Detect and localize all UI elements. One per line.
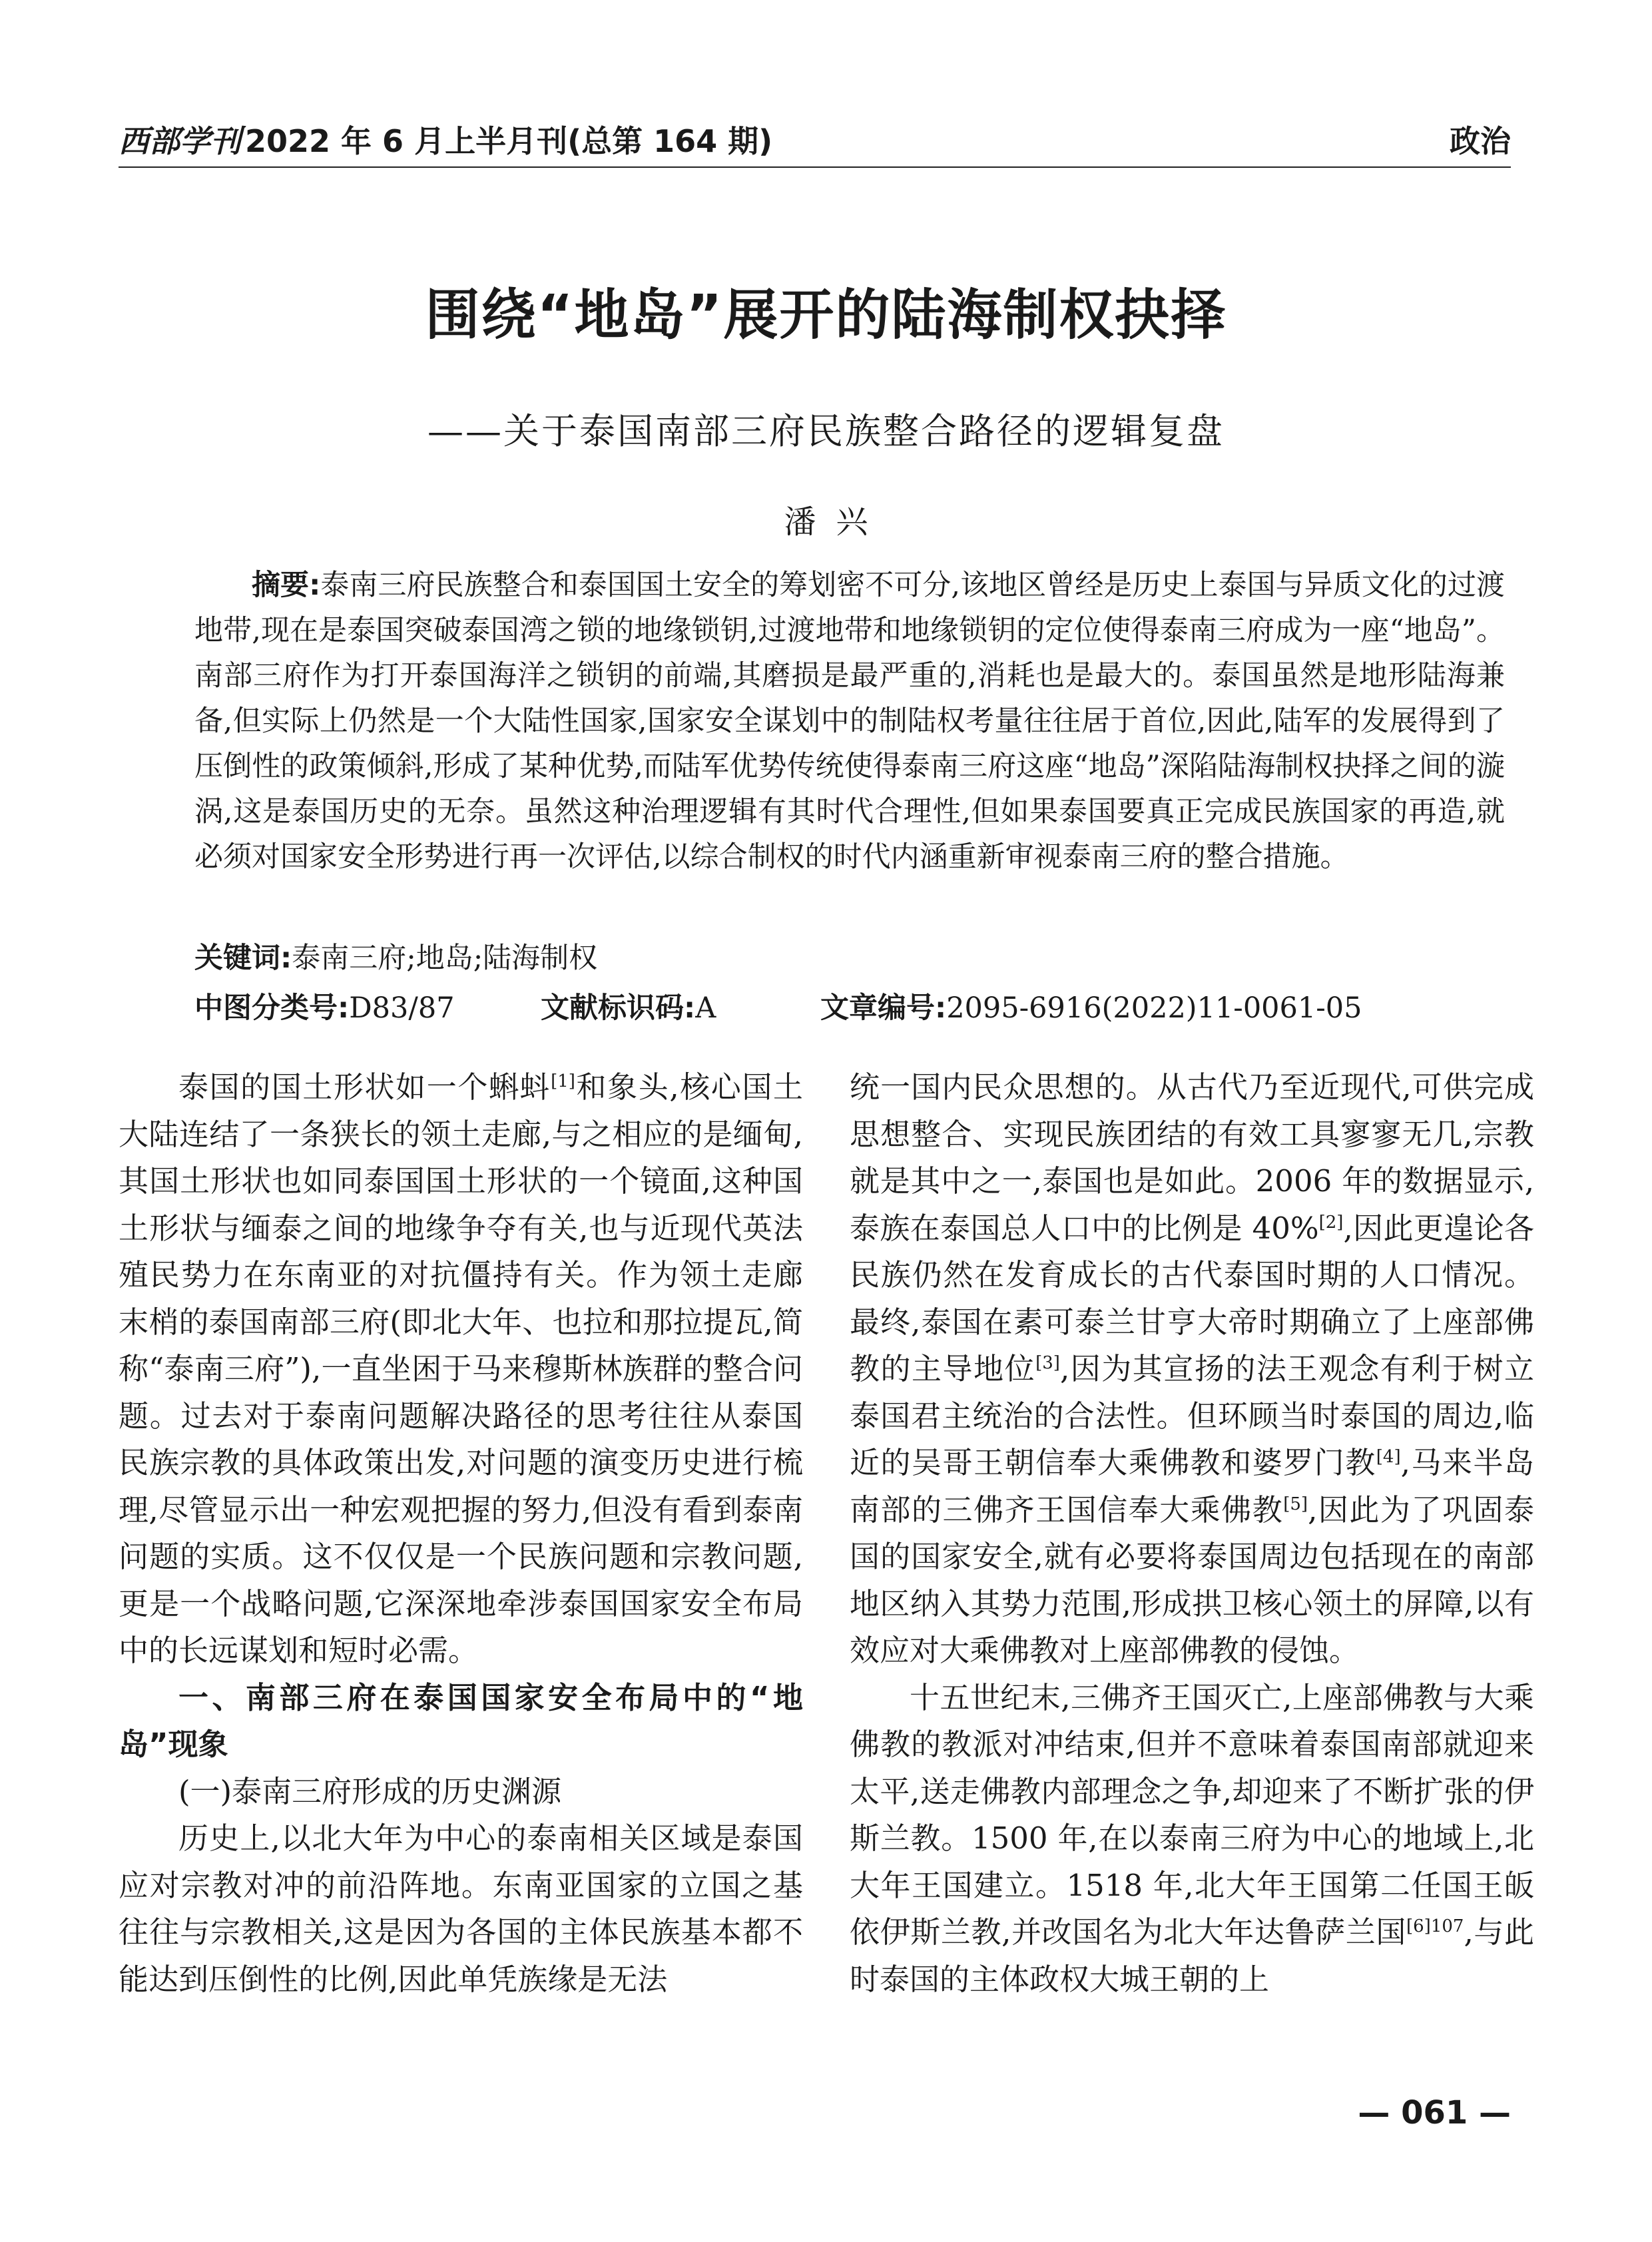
page-number: — 061 —: [1358, 2094, 1511, 2131]
article-number-label: 文章编号:: [820, 991, 947, 1025]
citation-ref: [3]: [1035, 1353, 1060, 1373]
clc-label: 中图分类号:: [194, 991, 350, 1025]
journal-logo: 西部学刊: [119, 123, 241, 159]
keywords-text: 泰南三府;地岛;陆海制权: [292, 942, 598, 975]
abstract: [194, 563, 1505, 880]
clc-value: D83/87: [349, 991, 455, 1025]
subsection-heading: (一)泰南三府形成的历史渊源: [178, 1773, 562, 1809]
classification-line: [194, 985, 1505, 1026]
citation-ref: [5]: [1283, 1494, 1308, 1514]
article-number-value: 2095-6916(2022)11-0061-05: [946, 991, 1362, 1025]
article-title: 围绕“地岛”展开的陆海制权抉择: [425, 284, 1227, 347]
journal-header: [119, 117, 772, 161]
citation-ref: [4]: [1376, 1447, 1401, 1467]
article-author: 潘兴: [784, 503, 888, 541]
abstract-label: 摘要:: [252, 569, 321, 602]
body-paragraph: 十五世纪末,三佛齐王国灭亡,上座部佛教与大乘佛教的教派对冲结束,但并不意味着泰国南部就迎来太平,送走佛教内部理念之争,却迎来了不断扩张的伊斯兰教。1500 年,在以泰南三府为中心的地域上,北大年王国建立。1518 年,北大年王国第二任国王皈依伊斯兰教,并改国名为北大年达鲁萨兰国$^{[6]107}$,与此时泰国的主体政权大城王朝的上: [850, 1679, 1534, 1997]
citation-ref: [1]: [551, 1071, 575, 1091]
section-label: 政治: [1450, 123, 1511, 159]
clc-code: [194, 985, 541, 1026]
body-paragraph: 统一国内民众思想的。从古代乃至近现代,可供完成思想整合、实现民族团结的有效工具寥寥无几,宗教就是其中之一,泰国也是如此。2006 年的数据显示,泰族在泰国总人口中的比例是 40%[2],因此更遑论各民族仍然在发育成长的古代泰国时期的人口情况。最终,泰国在素可泰兰甘亨大帝时期确立了上座部佛教的主导地位[3],因为其宣扬的法王观念有利于树立泰国君主统治的合法性。但环顾当时泰国的周边,临近的吴哥王朝信奉大乘佛教和婆罗门教[4],马来半岛南部的三佛齐王国信奉大乘佛教[5],因此为了巩固泰国的国家安全,就有必要将泰国周边包括现在的南部地区纳入其势力范围,形成拱卫核心领土的屏障,以有效应对大乘佛教对上座部佛教的侵蚀。: [850, 1069, 1534, 1668]
body-column-left: [119, 1064, 803, 2003]
doc-label: 文献标识码:: [541, 991, 696, 1025]
article-number: [820, 985, 1362, 1026]
body-paragraph: 历史上,以北大年为中心的泰南相关区域是泰国应对宗教对冲的前沿阵地。东南亚国家的立国之基往往与宗教相关,这是因为各国的主体民族基本都不能达到压倒性的比例,因此单凭族缘是无法: [119, 1821, 803, 1997]
citation-ref: [6]107: [1406, 1916, 1464, 1936]
keywords-label: 关键词:: [194, 942, 292, 975]
body-paragraph: 泰国的国土形状如一个蝌蚪[1]和象头,核心国土大陆连结了一条狭长的领土走廊,与之相应的是缅甸,其国土形状也如同泰国国土形状的一个镜面,这种国土形状与缅泰之间的地缘争夺有关,也与近现代英法殖民势力在东南亚的对抗僵持有关。作为领土走廊末梢的泰国南部三府(即北大年、也拉和那拉提瓦,简称“泰南三府”),一直坐困于马来穆斯林族群的整合问题。过去对于泰南问题解决路径的思考往往从泰国民族宗教的具体政策出发,对问题的演变历史进行梳理,尽管显示出一种宏观把握的努力,但没有看到泰南问题的实质。这不仅仅是一个民族问题和宗教问题,更是一个战略问题,它深深地牵涉泰国国家安全布局中的长远谋划和短时必需。: [119, 1069, 803, 1668]
keywords: [194, 936, 597, 976]
doc-code: [541, 985, 820, 1026]
header-divider: [119, 166, 1511, 168]
abstract-text: 泰南三府民族整合和泰国国土安全的筹划密不可分,该地区曾经是历史上泰国与异质文化的过渡地带,现在是泰国突破泰国湾之锁的地缘锁钥,过渡地带和地缘锁钥的定位使得泰南三府成为一座“地岛”。南部三府作为打开泰国海洋之锁钥的前端,其磨损是最严重的,消耗也是最大的。泰国虽然是地形陆海兼备,但实际上仍然是一个大陆性国家,国家安全谋划中的制陆权考量往往居于首位,因此,陆军的发展得到了压倒性的政策倾斜,形成了某种优势,而陆军优势传统使得泰南三府这座“地岛”深陷陆海制权抉择之间的漩涡,这是泰国历史的无奈。虽然这种治理逻辑有其时代合理性,但如果泰国要真正完成民族国家的再造,就必须对国家安全形势进行再一次评估,以综合制权的时代内涵重新审视泰南三府的整合措施。: [194, 569, 1505, 874]
issue-info: 2022 年 6 月上半月刊(总第 164 期): [245, 123, 773, 159]
section-heading: 一、南部三府在泰国国家安全布局中的“地岛”现象: [119, 1679, 803, 1762]
citation-ref: [2]: [1318, 1212, 1344, 1233]
body-column-right: [850, 1064, 1534, 2003]
article-subtitle: ——关于泰国南部三府民族整合路径的逻辑复盘: [427, 410, 1225, 452]
doc-value: A: [695, 991, 716, 1025]
